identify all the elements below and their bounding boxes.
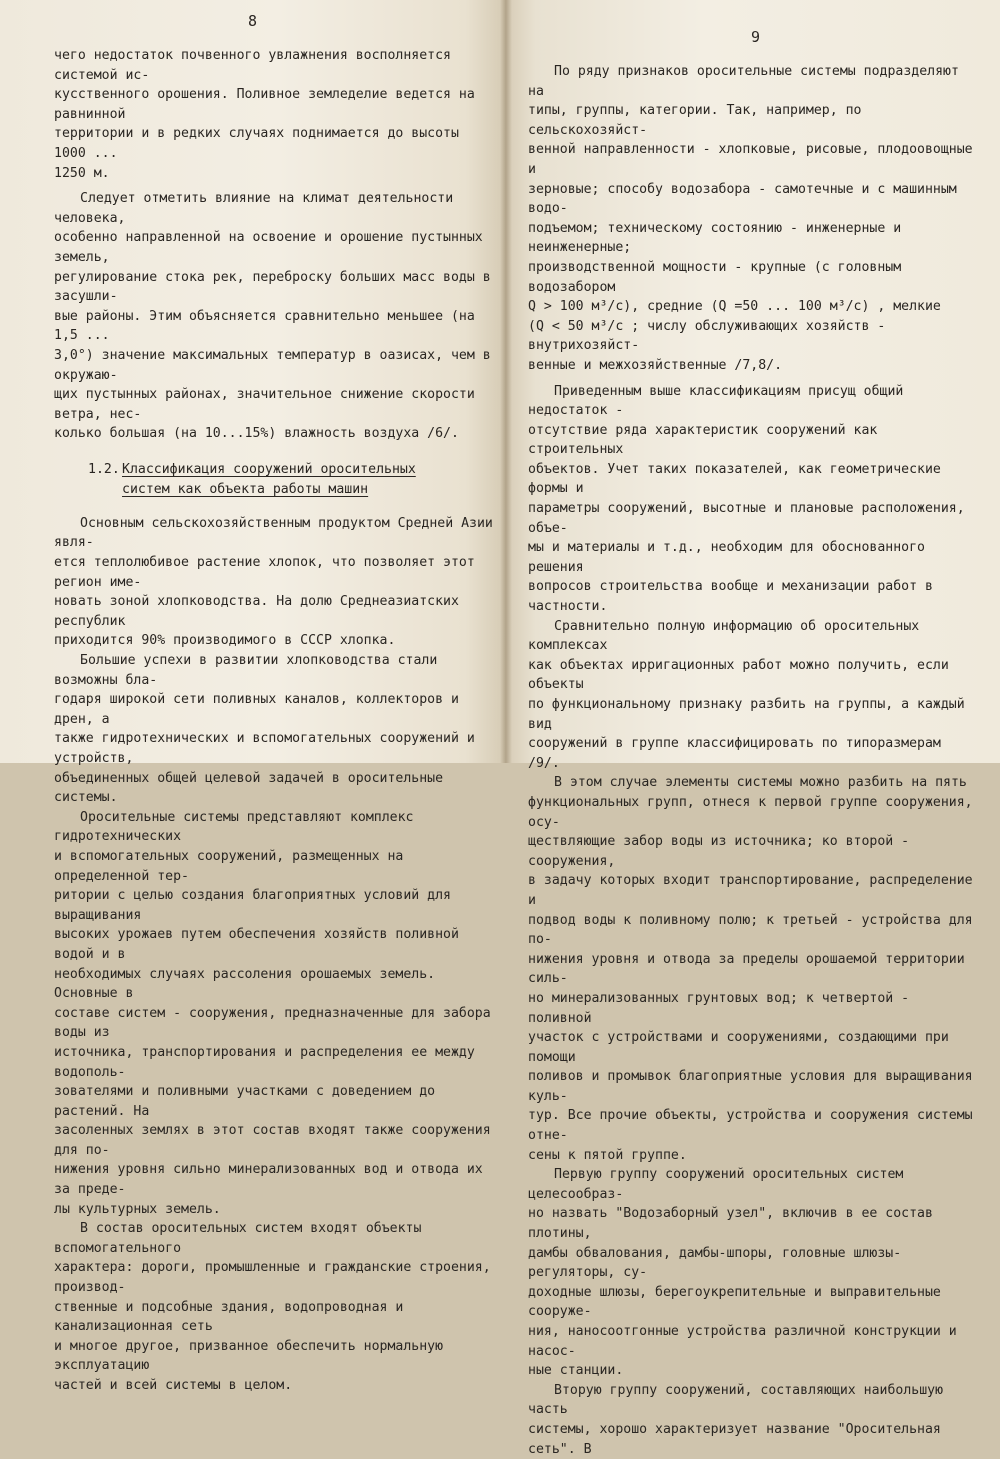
text-line: вопросов строительства вообще и механизации работ в частности. (528, 579, 933, 615)
text-line: Первую группу сооружений оросительных систем целесообраз- (528, 1167, 904, 1202)
text-line: тур. Все прочие объекты, устройства и сооружения системы отне- (528, 1108, 973, 1144)
text-line: годаря широкой сети поливных каналов, коллекторов и дрен, а (54, 692, 459, 727)
text-line: лы культурных земель. (54, 1201, 221, 1217)
text-line: Оросительные системы представляют комплекс гидротехнических (54, 809, 414, 845)
text-line: источника, транспортирования и распределения ее между водополь- (54, 1044, 475, 1080)
text-line: ния, наносоотгонные устройства различной конструкции и насос- (528, 1324, 957, 1359)
text-line: параметры сооружений, высотные и плановые расположения, объе- (528, 501, 965, 536)
text-line: Приведенным выше классификациям присущ общий недостаток - (528, 383, 904, 419)
text-line: колько большая (на 10...15%) влажность воздуха /6/. (54, 426, 459, 442)
text-line: засоленных землях в этот состав входят также сооружения для по- (54, 1123, 491, 1158)
right-page (506, 0, 1000, 1457)
text-line: ственные и подсобные здания, водопроводная и канализационная сеть (54, 1299, 404, 1335)
text-line: щих пустынных районах, значительное снижение скорости ветра, нес- (54, 387, 475, 422)
text-line: мы и материалы и т.д., необходим для обоснованного решения (528, 540, 925, 575)
page-number: 8 (247, 12, 259, 30)
text-line: зователями и поливными участками с доведением до растений. На (54, 1084, 436, 1119)
text-line: особенно направленной на освоение и орошение пустынных земель, (54, 230, 483, 265)
text-line: доходные шлюзы, берегоукрепительные и выправительные сооруже- (528, 1284, 941, 1320)
text-line: нижения уровня сильно минерализованных вод и отвода их за преде- (54, 1162, 483, 1198)
section-heading (88, 460, 492, 500)
text-line: По ряду признаков оросительные системы подразделяют на (528, 64, 959, 99)
text-line: подъемом; техническому состоянию - инженерные и неинженерные; (528, 220, 902, 256)
text-line: подвод воды к поливному полю; к третьей - устройства для по- (528, 912, 973, 948)
text-line: нижения уровня и отвода за пределы орошаемой территории силь- (528, 951, 965, 987)
text-line: регулирование стока рек, переброску больших масс воды в засушли- (54, 269, 491, 305)
text-line: (Q < 50 м³/с ; числу обслуживающих хозяйств - внутрихозяйст- (528, 318, 886, 354)
left-page (0, 0, 506, 1393)
text-line: Большие успехи в развитии хлопководства стали возможны бла- (54, 653, 438, 688)
text-line: территории и в редких случаях поднимается до высоты 1000 ... (54, 126, 459, 161)
text-line: составе систем - сооружения, предназначенные для забора воды из (54, 1005, 491, 1041)
text-line: и многое другое, призванное обеспечить нормальную эксплуатацию (54, 1338, 444, 1374)
text-line: отсутствие ряда характеристик сооружений как строительных (528, 422, 878, 458)
text-line: новать зоной хлопководства. На долю Среднеазиатских республик (54, 594, 459, 629)
text-line: приходится 90% производимого в СССР хлопка. (54, 633, 396, 649)
text-line: объектов. Учет таких показателей, как геометрические формы и (528, 461, 941, 497)
text-line: Основным сельскохозяйственным продуктом Средней Азии явля- (54, 515, 493, 551)
text-line: участок с устройствами и сооружениями, создающими при помощи (528, 1030, 949, 1065)
text-line: и вспомогательных сооружений, размещенных на определенной тер- (54, 848, 404, 884)
text-line: дамбы обвалования, дамбы-шпоры, головные шлюзы-регуляторы, су- (528, 1245, 902, 1281)
text-line: 3,0°) значение максимальных температур в оазисах, чем в окружаю- (54, 347, 491, 383)
text-line: по функциональному признаку разбить на группы, а каждый вид (528, 697, 965, 732)
right-text (528, 62, 984, 1459)
text-line: сооружений в группе классифицировать по типоразмерам /9/. (528, 736, 941, 771)
text-line: венной направленности - хлопковые, рисовые, плодоовощные и (528, 142, 973, 177)
text-line: но минерализованных грунтовых вод; к четвертой - поливной (528, 990, 910, 1026)
section-title-line-1: Классификация сооружений оросительных (122, 461, 416, 477)
text-line: также гидротехнических и вспомогательных сооружений и устройств, (54, 731, 475, 766)
text-line: чего недостаток почвенного увлажнения восполняется системой ис- (54, 48, 451, 83)
text-line: в задачу которых входит транспортирование, распределение и (528, 873, 973, 908)
text-line: типы, группы, категории. Так, например, по сельскохозяйст- (528, 103, 862, 138)
text-line: функциональных групп, отнеся к первой группе сооружения, осу- (528, 794, 973, 830)
text-line: кусственного орошения. Поливное земледелие ведется на равнинной (54, 87, 475, 122)
text-line: Следует отметить влияние на климат деятельности человека, (54, 191, 454, 226)
text-line: В состав оросительных систем входят объекты вспомогательного (54, 1221, 422, 1256)
text-line: частей и всей системы в целом. (54, 1378, 293, 1393)
text-line: ные станции. (528, 1363, 624, 1379)
left-text-bottom (54, 514, 492, 1396)
text-line: В этом случае элементы системы можно разбить на пять (554, 775, 967, 791)
book-gutter (500, 0, 512, 763)
left-text-top (54, 46, 492, 444)
text-line: зерновые; способу водозабора - самотечные и с машинным водо- (528, 181, 957, 217)
text-line: производственной мощности - крупные (с головным водозабором (528, 259, 902, 295)
text-line: необходимых случаях рассоления орошаемых земель. Основные в (54, 966, 436, 1002)
text-line: Сравнительно полную информацию об оросительных комплексах (528, 618, 920, 654)
text-line: системы, хорошо характеризует название "Оросительная сеть". В (528, 1421, 941, 1457)
text-line: но назвать "Водозаборный узел", включив в ее состав плотины, (528, 1206, 933, 1242)
text-line: поливов и промывок благоприятные условия для выращивания куль- (528, 1069, 973, 1104)
page-number: 9 (750, 28, 762, 46)
text-line: ется теплолюбивое растение хлопок, что позволяет этот регион име- (54, 555, 475, 590)
section-number: 1.2. (88, 461, 120, 477)
text-line: объединенных общей целевой задачей в оросительные системы. (54, 770, 444, 806)
text-line: Вторую группу сооружений, составляющих наибольшую часть (528, 1382, 944, 1418)
text-line: вые районы. Этим объясняется сравнительно меньшее (на 1,5 ... (54, 308, 475, 344)
text-line: 1250 м. (54, 165, 110, 181)
text-line: сены к пятой группе. (528, 1147, 687, 1163)
text-line: как объектах ирригационных работ можно получить, если объекты (528, 657, 949, 693)
text-line: характера: дороги, промышленные и гражданские строения, производ- (54, 1260, 491, 1296)
text-line: ществляющие забор воды из источника; ко второй - сооружения, (528, 834, 910, 869)
text-line: Q > 100 м³/с), средние (Q =50 ... 100 м³/с) , мелкие (528, 299, 941, 315)
section-title-line-2: систем как объекта работы машин (122, 481, 369, 497)
text-line: венные и межхозяйственные /7,8/. (528, 357, 783, 373)
text-line: ритории с целью создания благоприятных условий для выращивания (54, 888, 451, 923)
text-line: высоких урожаев путем обеспечения хозяйств поливной водой и в (54, 927, 459, 962)
